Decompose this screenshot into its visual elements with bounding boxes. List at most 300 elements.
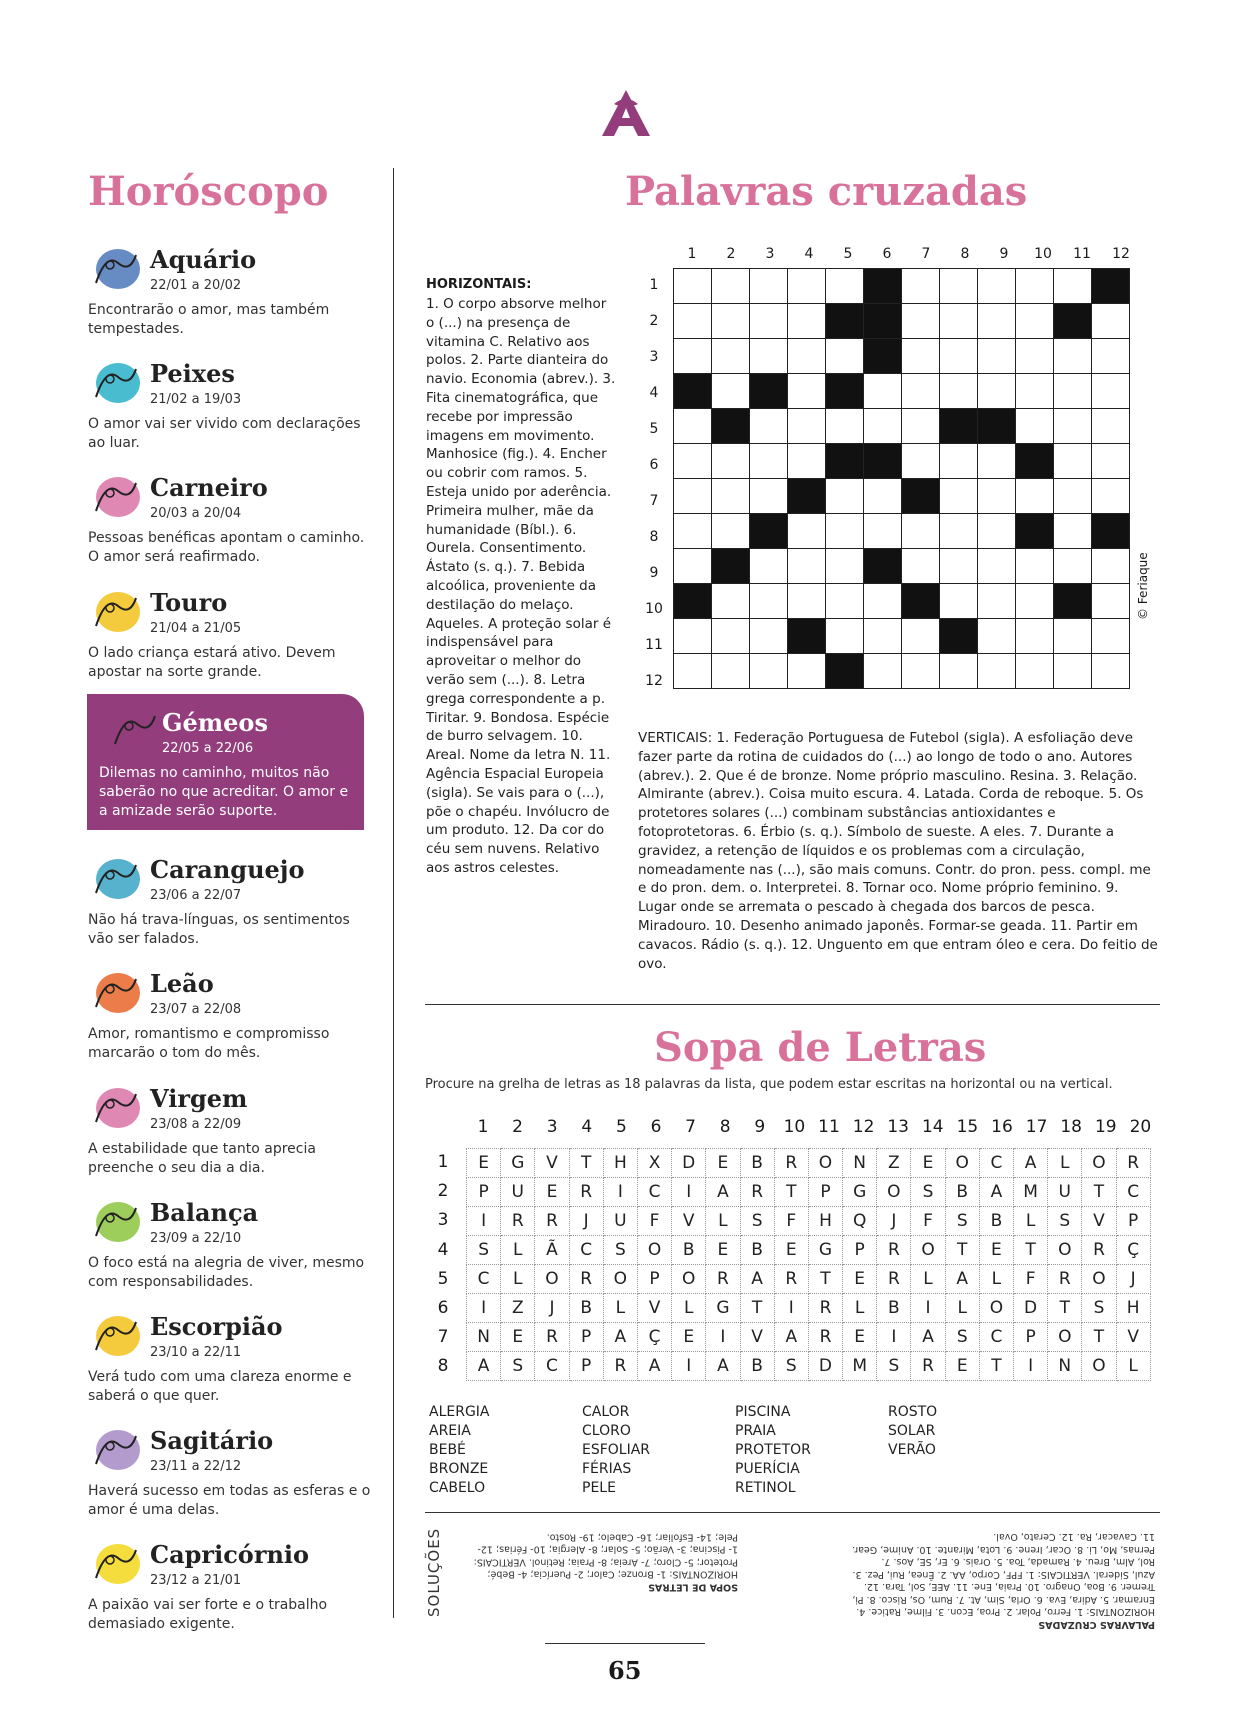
letter-cell[interactable]: F (774, 1207, 808, 1236)
letter-cell[interactable]: O (1082, 1149, 1116, 1178)
letter-cell[interactable]: I (911, 1294, 945, 1323)
letter-cell[interactable]: D (672, 1149, 706, 1178)
crossword-cell[interactable] (1054, 654, 1092, 689)
letter-cell[interactable]: E (774, 1236, 808, 1265)
letter-cell[interactable]: A (740, 1265, 774, 1294)
sign-text: O amor vai ser vivido com declarações ao luar. (88, 416, 361, 451)
letter-cell[interactable]: J (569, 1207, 603, 1236)
crossword-cell[interactable] (826, 619, 864, 654)
column-divider (393, 168, 394, 1618)
crossword-cell[interactable] (674, 269, 712, 304)
letter-cell[interactable]: S (501, 1352, 535, 1381)
letter-cell[interactable]: T (740, 1294, 774, 1323)
crossword-col-number: 12 (1112, 246, 1130, 262)
letter-cell[interactable]: L (501, 1236, 535, 1265)
letter-cell[interactable]: O (603, 1265, 637, 1294)
letter-cell[interactable]: E (843, 1323, 877, 1352)
crossword-cell[interactable] (826, 549, 864, 584)
letter-cell[interactable]: R (808, 1294, 842, 1323)
crossword-cell[interactable] (750, 339, 788, 374)
letter-cell[interactable]: A (706, 1178, 740, 1207)
letter-cell[interactable]: F (1014, 1265, 1048, 1294)
letter-cell[interactable]: L (501, 1265, 535, 1294)
letter-cell[interactable]: T (979, 1352, 1013, 1381)
letter-cell[interactable]: C (535, 1352, 569, 1381)
letter-cell[interactable]: L (1014, 1207, 1048, 1236)
word-item: PISCINA (735, 1404, 791, 1420)
letter-cell[interactable]: O (1082, 1265, 1116, 1294)
crossword-cell[interactable] (978, 339, 1016, 374)
letter-cell[interactable]: P (1116, 1207, 1150, 1236)
crossword-black-cell (864, 304, 902, 339)
crossword-cell[interactable] (1092, 409, 1130, 444)
letter-cell[interactable]: O (1048, 1236, 1082, 1265)
crossword-cell[interactable] (978, 549, 1016, 584)
letter-cell[interactable]: L (911, 1265, 945, 1294)
letter-cell[interactable]: C (1116, 1178, 1150, 1207)
crossword-cell[interactable] (902, 514, 940, 549)
letter-cell[interactable]: E (979, 1236, 1013, 1265)
letter-cell[interactable]: O (945, 1149, 979, 1178)
letter-cell[interactable]: V (672, 1207, 706, 1236)
letter-cell[interactable]: S (945, 1323, 979, 1352)
crossword-cell[interactable] (1092, 444, 1130, 479)
crossword-cell[interactable] (1016, 409, 1054, 444)
letter-cell[interactable]: C (979, 1149, 1013, 1178)
crossword-cell[interactable] (712, 654, 750, 689)
letter-cell[interactable]: T (1048, 1294, 1082, 1323)
letter-cell[interactable]: J (877, 1207, 911, 1236)
letter-cell[interactable]: S (877, 1352, 911, 1381)
letter-cell[interactable]: C (467, 1265, 501, 1294)
letter-cell[interactable]: A (706, 1352, 740, 1381)
letter-cell[interactable]: B (979, 1207, 1013, 1236)
crossword-cell[interactable] (1016, 479, 1054, 514)
letter-cell[interactable]: X (637, 1149, 671, 1178)
letter-cell[interactable]: F (637, 1207, 671, 1236)
crossword-cell[interactable] (750, 479, 788, 514)
letter-cell[interactable]: T (1014, 1236, 1048, 1265)
crossword-cell[interactable] (902, 654, 940, 689)
letter-cell[interactable]: L (1116, 1352, 1150, 1381)
letter-cell[interactable]: B (672, 1236, 706, 1265)
crossword-cell[interactable] (1092, 479, 1130, 514)
letter-cell[interactable]: L (706, 1207, 740, 1236)
letter-cell[interactable]: P (637, 1265, 671, 1294)
crossword-cell[interactable] (864, 409, 902, 444)
crossword-cell[interactable] (978, 269, 1016, 304)
letter-cell[interactable]: L (1048, 1149, 1082, 1178)
letter-cell[interactable]: P (569, 1352, 603, 1381)
crossword-cell[interactable] (750, 444, 788, 479)
crossword-cell[interactable] (1054, 374, 1092, 409)
crossword-cell[interactable] (826, 514, 864, 549)
ws-col-number: 17 (1025, 1117, 1048, 1137)
letter-cell[interactable]: E (535, 1178, 569, 1207)
letter-cell[interactable]: I (603, 1178, 637, 1207)
crossword-cell[interactable] (940, 339, 978, 374)
letter-cell[interactable]: R (501, 1207, 535, 1236)
crossword-cell[interactable] (788, 269, 826, 304)
crossword-black-cell (826, 444, 864, 479)
letter-cell[interactable]: T (569, 1149, 603, 1178)
crossword-cell[interactable] (1054, 514, 1092, 549)
crossword-cell[interactable] (788, 514, 826, 549)
letter-cell[interactable]: R (877, 1236, 911, 1265)
letter-cell[interactable]: U (501, 1178, 535, 1207)
crossword-cell[interactable] (902, 374, 940, 409)
letter-cell[interactable]: R (877, 1265, 911, 1294)
crossword-cell[interactable] (940, 269, 978, 304)
taurus-icon (88, 586, 142, 640)
crossword-cell[interactable] (1016, 304, 1054, 339)
letter-cell[interactable]: L (843, 1294, 877, 1323)
crossword-cell[interactable] (1016, 269, 1054, 304)
crossword-cell[interactable] (826, 409, 864, 444)
crossword-cell[interactable] (940, 479, 978, 514)
letter-cell[interactable]: P (1014, 1323, 1048, 1352)
letter-cell[interactable]: V (1082, 1207, 1116, 1236)
letter-cell[interactable]: A (637, 1352, 671, 1381)
letter-cell[interactable]: Z (877, 1149, 911, 1178)
letter-cell[interactable]: S (911, 1178, 945, 1207)
letter-cell[interactable]: O (672, 1265, 706, 1294)
letter-cell[interactable]: T (808, 1265, 842, 1294)
crossword-cell[interactable] (674, 619, 712, 654)
crossword-cell[interactable] (1016, 654, 1054, 689)
letter-cell[interactable]: U (1048, 1178, 1082, 1207)
letter-cell[interactable]: R (808, 1323, 842, 1352)
letter-cell[interactable]: D (808, 1352, 842, 1381)
crossword-cell[interactable] (826, 339, 864, 374)
letter-cell[interactable]: O (1048, 1323, 1082, 1352)
crossword-cell[interactable] (902, 549, 940, 584)
letter-cell[interactable]: S (603, 1236, 637, 1265)
crossword-cell[interactable] (940, 304, 978, 339)
letter-cell[interactable]: J (535, 1294, 569, 1323)
letter-cell[interactable]: U (603, 1207, 637, 1236)
crossword-cell[interactable] (750, 654, 788, 689)
crossword-cell[interactable] (712, 584, 750, 619)
crossword-cell[interactable] (712, 619, 750, 654)
crossword-cell[interactable] (1092, 549, 1130, 584)
crossword-cell[interactable] (712, 444, 750, 479)
letter-cell[interactable]: T (1082, 1178, 1116, 1207)
letter-cell[interactable]: G (843, 1178, 877, 1207)
letter-cell[interactable]: O (1082, 1352, 1116, 1381)
letter-cell[interactable]: V (1116, 1323, 1150, 1352)
crossword-cell[interactable] (978, 619, 1016, 654)
letter-cell[interactable]: I (467, 1207, 501, 1236)
crossword-cell[interactable] (750, 549, 788, 584)
crossword-cell[interactable] (940, 514, 978, 549)
crossword-cell[interactable] (712, 479, 750, 514)
ws-row-number: 7 (437, 1327, 449, 1348)
letter-cell[interactable]: N (467, 1323, 501, 1352)
letter-cell[interactable]: H (808, 1207, 842, 1236)
letter-cell[interactable]: H (603, 1149, 637, 1178)
letter-cell[interactable]: Q (843, 1207, 877, 1236)
letter-cell[interactable]: E (706, 1149, 740, 1178)
letter-cell[interactable]: H (1116, 1294, 1150, 1323)
letter-cell[interactable]: R (911, 1352, 945, 1381)
crossword-cell[interactable] (1092, 304, 1130, 339)
crossword-cell[interactable] (1016, 584, 1054, 619)
letter-cell[interactable]: O (979, 1294, 1013, 1323)
crossword-cell[interactable] (940, 549, 978, 584)
crossword-cell[interactable] (978, 479, 1016, 514)
letter-cell[interactable]: V (740, 1323, 774, 1352)
crossword-cell[interactable] (864, 654, 902, 689)
letter-cell[interactable]: M (1014, 1178, 1048, 1207)
letter-cell[interactable]: O (877, 1178, 911, 1207)
letter-cell[interactable]: L (672, 1294, 706, 1323)
crossword-cell[interactable] (674, 479, 712, 514)
crossword-cell[interactable] (940, 654, 978, 689)
sign-card (87, 694, 364, 830)
letter-cell[interactable]: R (569, 1265, 603, 1294)
crossword-cell[interactable] (902, 269, 940, 304)
crossword-cell[interactable] (674, 549, 712, 584)
crossword-row-number: 5 (649, 421, 659, 437)
letter-cell[interactable]: E (911, 1149, 945, 1178)
crossword-cell[interactable] (1092, 654, 1130, 689)
crossword-cell[interactable] (674, 339, 712, 374)
letter-cell[interactable]: P (467, 1178, 501, 1207)
crossword-cell[interactable] (788, 654, 826, 689)
crossword-col-number: 10 (1034, 246, 1052, 262)
letter-cell[interactable]: R (706, 1265, 740, 1294)
crossword-cell[interactable] (940, 374, 978, 409)
letter-cell[interactable]: G (808, 1236, 842, 1265)
crossword-cell[interactable] (788, 549, 826, 584)
letter-cell[interactable]: Ç (1116, 1236, 1150, 1265)
word-search-solutions (468, 1530, 738, 1593)
crossword-row-number: 12 (645, 673, 663, 689)
letter-cell[interactable]: R (774, 1149, 808, 1178)
letter-cell[interactable]: B (945, 1178, 979, 1207)
letter-cell[interactable]: B (740, 1352, 774, 1381)
crossword-cell[interactable] (712, 374, 750, 409)
crossword-col-number: 5 (843, 246, 853, 262)
letter-cell[interactable]: N (843, 1149, 877, 1178)
letter-cell[interactable]: I (1014, 1352, 1048, 1381)
letter-cell[interactable]: T (945, 1236, 979, 1265)
letter-cell[interactable]: B (740, 1149, 774, 1178)
letter-cell[interactable]: R (535, 1323, 569, 1352)
letter-cell[interactable]: B (569, 1294, 603, 1323)
letter-cell[interactable]: A (979, 1178, 1013, 1207)
crossword-cell[interactable] (750, 584, 788, 619)
letter-cell[interactable]: S (945, 1207, 979, 1236)
letter-cell[interactable]: M (843, 1352, 877, 1381)
letter-cell[interactable]: O (535, 1265, 569, 1294)
crossword-cell[interactable] (1092, 619, 1130, 654)
crossword-cell[interactable] (788, 304, 826, 339)
crossword-cell[interactable] (902, 619, 940, 654)
letter-cell[interactable]: A (603, 1323, 637, 1352)
letter-cell[interactable]: E (467, 1149, 501, 1178)
crossword-cell[interactable] (750, 409, 788, 444)
letter-cell[interactable]: E (706, 1236, 740, 1265)
letter-cell[interactable]: Ç (637, 1323, 671, 1352)
letter-cell[interactable]: R (535, 1207, 569, 1236)
crossword-cell[interactable] (1092, 584, 1130, 619)
letter-cell[interactable]: E (945, 1352, 979, 1381)
letter-cell[interactable]: Ã (535, 1236, 569, 1265)
crossword-cell[interactable] (940, 444, 978, 479)
letter-cell[interactable]: E (501, 1323, 535, 1352)
crossword-cell[interactable] (712, 304, 750, 339)
letter-cell[interactable]: I (672, 1352, 706, 1381)
crossword-cell[interactable] (978, 654, 1016, 689)
letter-cell[interactable]: P (808, 1178, 842, 1207)
crossword-cell[interactable] (978, 304, 1016, 339)
crossword-cell[interactable] (674, 304, 712, 339)
crossword-cell[interactable] (1054, 409, 1092, 444)
crossword-cell[interactable] (1054, 269, 1092, 304)
crossword-cell[interactable] (674, 654, 712, 689)
letter-cell[interactable]: I (774, 1294, 808, 1323)
letter-cell[interactable]: B (740, 1236, 774, 1265)
letter-cell[interactable]: R (1048, 1265, 1082, 1294)
crossword-cell[interactable] (788, 409, 826, 444)
crossword-cell[interactable] (864, 514, 902, 549)
crossword-cell[interactable] (826, 584, 864, 619)
letter-cell[interactable]: N (1048, 1352, 1082, 1381)
ws-col-number: 5 (615, 1117, 627, 1137)
letter-cell[interactable]: V (535, 1149, 569, 1178)
crossword-cell[interactable] (864, 479, 902, 514)
crossword-cell[interactable] (1054, 619, 1092, 654)
letter-cell[interactable]: R (740, 1178, 774, 1207)
crossword-cell[interactable] (978, 444, 1016, 479)
letter-cell[interactable]: J (1116, 1265, 1150, 1294)
crossword-cell[interactable] (978, 374, 1016, 409)
letter-cell[interactable]: S (1048, 1207, 1082, 1236)
crossword-cell[interactable] (1016, 339, 1054, 374)
letter-cell[interactable]: Z (501, 1294, 535, 1323)
crossword-black-cell (864, 549, 902, 584)
crossword-cell[interactable] (788, 444, 826, 479)
letter-cell[interactable]: G (501, 1149, 535, 1178)
crossword-cell[interactable] (788, 339, 826, 374)
crossword-cell[interactable] (864, 584, 902, 619)
crossword-cell[interactable] (902, 444, 940, 479)
letter-cell[interactable]: I (706, 1323, 740, 1352)
crossword-cell[interactable] (1016, 549, 1054, 584)
crossword-cell[interactable] (750, 304, 788, 339)
crossword-cell[interactable] (826, 269, 864, 304)
letter-cell[interactable]: I (672, 1178, 706, 1207)
crossword-black-cell (940, 619, 978, 654)
letter-cell[interactable]: C (569, 1236, 603, 1265)
crossword-cell[interactable] (1016, 619, 1054, 654)
crossword-cell[interactable] (1054, 339, 1092, 374)
letter-cell[interactable]: F (911, 1207, 945, 1236)
crossword-cell[interactable] (1092, 374, 1130, 409)
letter-cell[interactable]: L (945, 1294, 979, 1323)
letter-cell[interactable]: B (877, 1294, 911, 1323)
letter-cell[interactable]: C (637, 1178, 671, 1207)
crossword-cell[interactable] (940, 584, 978, 619)
letter-cell[interactable]: C (979, 1323, 1013, 1352)
letter-cell[interactable]: O (808, 1149, 842, 1178)
crossword-cell[interactable] (712, 269, 750, 304)
letter-cell[interactable]: T (1082, 1323, 1116, 1352)
sign-dates: 22/05 a 22/06 (162, 741, 254, 756)
letter-cell[interactable]: O (637, 1236, 671, 1265)
crossword-cell[interactable] (978, 514, 1016, 549)
letter-cell[interactable]: I (877, 1323, 911, 1352)
letter-cell[interactable]: R (603, 1352, 637, 1381)
crossword-cell[interactable] (788, 584, 826, 619)
crossword-cell[interactable] (1054, 444, 1092, 479)
letter-cell[interactable]: T (774, 1178, 808, 1207)
letter-cell[interactable]: V (637, 1294, 671, 1323)
letter-cell[interactable]: S (467, 1236, 501, 1265)
letter-cell[interactable]: O (911, 1236, 945, 1265)
crossword-cell[interactable] (1054, 479, 1092, 514)
letter-cell[interactable]: A (911, 1323, 945, 1352)
crossword-cell[interactable] (1054, 549, 1092, 584)
sign-name: Escorpião (150, 1312, 283, 1341)
crossword-cell[interactable] (864, 619, 902, 654)
sign-dates: 23/07 a 22/08 (150, 1002, 242, 1017)
crossword-cell[interactable] (1016, 374, 1054, 409)
crossword-cell[interactable] (712, 339, 750, 374)
crossword-cell[interactable] (674, 409, 712, 444)
crossword-cell[interactable] (750, 619, 788, 654)
crossword-cell[interactable] (978, 584, 1016, 619)
letter-cell[interactable]: P (843, 1236, 877, 1265)
letter-cell[interactable]: E (672, 1323, 706, 1352)
letter-cell[interactable]: G (706, 1294, 740, 1323)
crossword-cell[interactable] (902, 304, 940, 339)
letter-cell[interactable]: S (774, 1352, 808, 1381)
letter-cell[interactable]: L (979, 1265, 1013, 1294)
letter-cell[interactable]: I (467, 1294, 501, 1323)
crossword-cell[interactable] (864, 374, 902, 409)
crossword-cell[interactable] (826, 479, 864, 514)
crossword-cell[interactable] (902, 409, 940, 444)
letter-cell[interactable]: A (1014, 1149, 1048, 1178)
crossword-cell[interactable] (902, 339, 940, 374)
letter-cell[interactable]: R (569, 1178, 603, 1207)
word-item: VERÃO (888, 1442, 936, 1458)
crossword-cell[interactable] (674, 514, 712, 549)
letter-cell[interactable]: L (603, 1294, 637, 1323)
crossword-row-number: 9 (649, 565, 659, 581)
crossword-cell[interactable] (1092, 339, 1130, 374)
crossword-cell[interactable] (788, 374, 826, 409)
crossword-cell[interactable] (750, 269, 788, 304)
letter-cell[interactable]: R (1082, 1236, 1116, 1265)
letter-cell[interactable]: D (1014, 1294, 1048, 1323)
letter-cell[interactable]: R (774, 1265, 808, 1294)
letter-cell[interactable]: P (569, 1323, 603, 1352)
letter-cell[interactable]: R (1116, 1149, 1150, 1178)
letter-cell[interactable]: A (945, 1265, 979, 1294)
letter-cell[interactable]: A (467, 1352, 501, 1381)
letter-cell[interactable]: S (740, 1207, 774, 1236)
sign-text: A paixão vai ser forte e o trabalho demasiado exigente. (88, 1597, 328, 1632)
letter-cell[interactable]: A (774, 1323, 808, 1352)
letter-cell[interactable]: S (1082, 1294, 1116, 1323)
crossword-cell[interactable] (712, 514, 750, 549)
letter-cell[interactable]: E (843, 1265, 877, 1294)
crossword-cell[interactable] (674, 444, 712, 479)
